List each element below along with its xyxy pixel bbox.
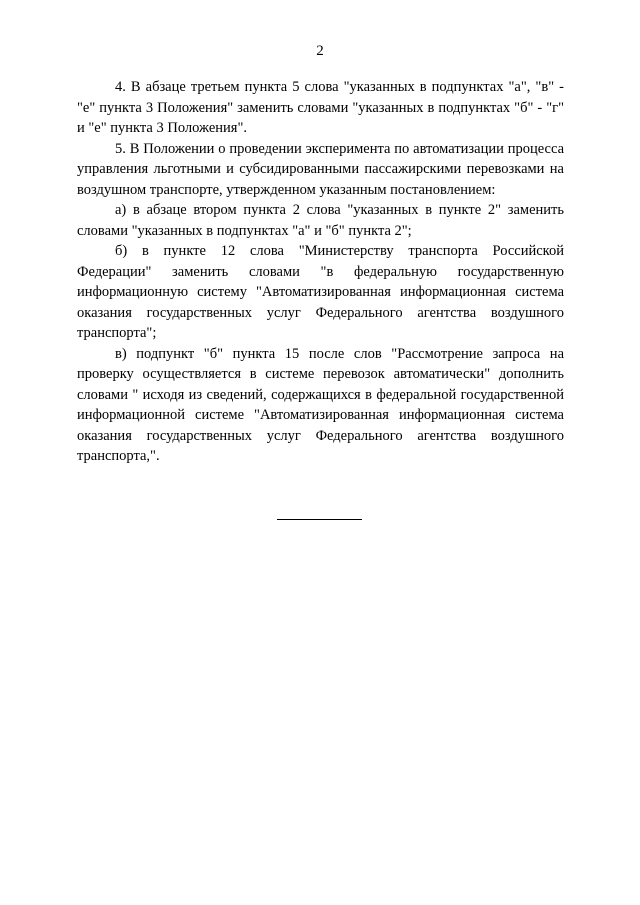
subparagraph-b: б) в пункте 12 слова "Министерству транспорта Российской Федерации" заменить словами "в федеральную государственную информационную систему "Автоматизированная информационная система оказания государственных услуг Федерального агентства воздушного транспорта"; — [77, 243, 564, 341]
document-body — [77, 77, 564, 467]
paragraph-item-4: 4. В абзаце третьем пункта 5 слова "указанных в подпунктах "а", "в" - "е" пункта 3 Положения" заменить словами "указанных в подпунктах "б" - "г" и "е" пункта 3 Положения". — [77, 79, 564, 136]
paragraph-item-5: 5. В Положении о проведении эксперимента по автоматизации процесса управления льготными и субсидированными пассажирскими перевозками на воздушном транспорте, утвержденном указанным постановлением: — [77, 140, 564, 198]
subparagraph-v: в) подпункт "б" пункта 15 после слов "Рассмотрение запроса на проверку осуществляется в системе перевозок автоматически" дополнить словами " исходя из сведений, содержащихся в федеральной государственной информационной системе "Автоматизированная информационная система оказания государственных услуг Федерального агентства воздушного транспорта,". — [77, 345, 564, 464]
end-of-document-rule — [277, 519, 362, 520]
subparagraph-a: а) в абзаце втором пункта 2 слова "указанных в пункте 2" заменить словами "указанных в подпунктах "а" и "б" пункта 2"; — [77, 202, 564, 239]
page-number: 2 — [316, 43, 324, 59]
